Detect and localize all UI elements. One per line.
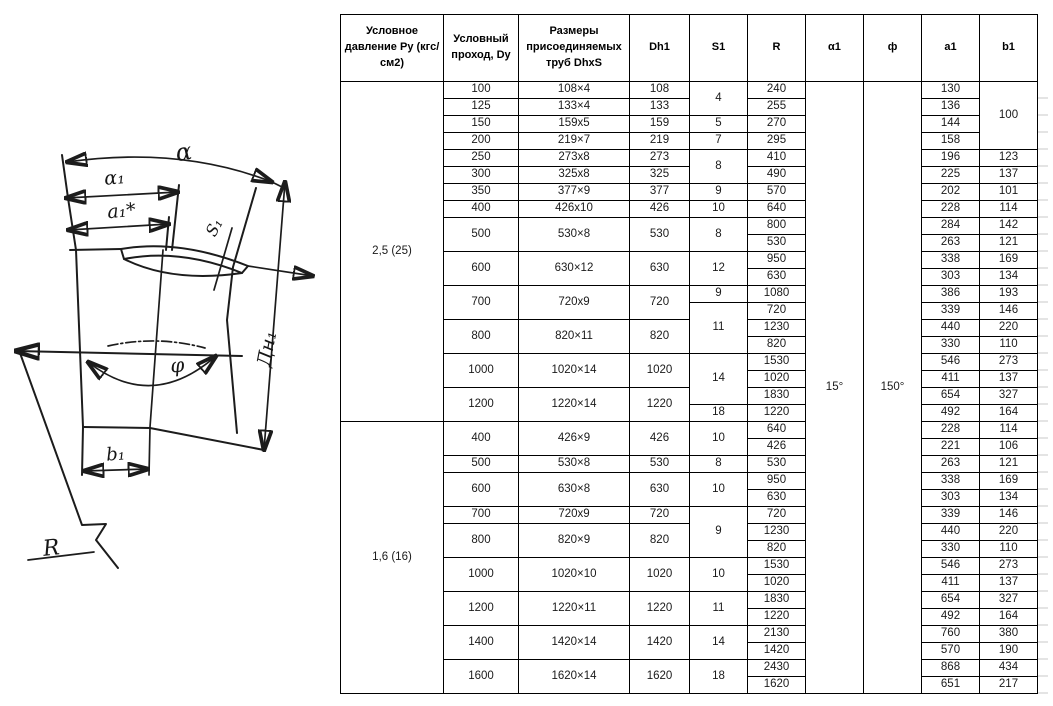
label-alpha: α (173, 136, 195, 168)
cell-s1: 10 (690, 473, 748, 507)
cell-b1: 380 (980, 626, 1038, 643)
cell-r: 270 (748, 116, 806, 133)
cell-dy: 125 (444, 99, 519, 116)
cell-dxs: 108×4 (519, 82, 630, 99)
cell-r: 820 (748, 337, 806, 354)
cell-a1: 263 (922, 456, 980, 473)
cell-s1: 18 (690, 405, 748, 422)
header-r: R (748, 15, 806, 82)
cell-dxs: 530×8 (519, 456, 630, 473)
cell-dy: 150 (444, 116, 519, 133)
cell-s1: 10 (690, 422, 748, 456)
cell-dy: 1000 (444, 354, 519, 388)
cell-dxs: 1020×14 (519, 354, 630, 388)
cell-b1: 101 (980, 184, 1038, 201)
cell-b1: 146 (980, 303, 1038, 320)
cell-r: 950 (748, 473, 806, 490)
cell-dxs: 630×8 (519, 473, 630, 507)
spec-table (340, 14, 1038, 694)
cell-a1: 338 (922, 473, 980, 490)
cell-dxs: 530×8 (519, 218, 630, 252)
cell-r: 1620 (748, 677, 806, 694)
cell-r: 2130 (748, 626, 806, 643)
cell-p: 1,6 (16) (341, 422, 444, 694)
cell-b1: 110 (980, 337, 1038, 354)
table-row (341, 524, 1038, 541)
cell-a1: 196 (922, 150, 980, 167)
cell-dy: 800 (444, 320, 519, 354)
header-s1: S1 (690, 15, 748, 82)
cell-dy: 1600 (444, 660, 519, 694)
cell-dy: 700 (444, 286, 519, 320)
table-row (341, 473, 1038, 490)
cell-s1: 14 (690, 354, 748, 405)
cell-a1: 130 (922, 82, 980, 99)
header-dxs: Размеры присоединяемых труб DhxS (519, 15, 630, 82)
joint-line (16, 351, 242, 356)
label-alpha1: α₁ (103, 166, 126, 190)
cell-b1: 121 (980, 235, 1038, 252)
cell-b1: 190 (980, 643, 1038, 660)
cell-dy: 500 (444, 218, 519, 252)
table-row (341, 133, 1038, 150)
label-phi: φ (169, 352, 186, 378)
cell-dy: 200 (444, 133, 519, 150)
cell-a1: 546 (922, 558, 980, 575)
cell-b1: 137 (980, 371, 1038, 388)
cell-a1: 411 (922, 371, 980, 388)
cell-r: 1080 (748, 286, 806, 303)
cell-dh1: 377 (630, 184, 690, 201)
cell-r: 530 (748, 235, 806, 252)
cell-dxs: 159x5 (519, 116, 630, 133)
b1-dim-line (84, 469, 148, 471)
table-row (341, 592, 1038, 609)
cell-a1: 330 (922, 337, 980, 354)
cell-r: 1530 (748, 558, 806, 575)
cell-r: 950 (748, 252, 806, 269)
pipe-wall-hatched (121, 246, 248, 273)
label-b1: b₁ (105, 443, 126, 466)
cell-s1: 10 (690, 558, 748, 592)
cell-s1: 11 (690, 592, 748, 626)
cell-dxs: 325x8 (519, 167, 630, 184)
cell-b1: 169 (980, 252, 1038, 269)
cell-r: 1020 (748, 575, 806, 592)
table-row (341, 82, 1038, 99)
cell-r: 1220 (748, 609, 806, 626)
cell-r: 1220 (748, 405, 806, 422)
cell-r: 720 (748, 507, 806, 524)
header-dh1: Dh1 (630, 15, 690, 82)
cell-s1: 18 (690, 660, 748, 694)
cell-r: 640 (748, 201, 806, 218)
cell-a1: 651 (922, 677, 980, 694)
header-a1: a1 (922, 15, 980, 82)
cell-dy: 1400 (444, 626, 519, 660)
cell-dh1: 820 (630, 524, 690, 558)
cell-a1: 546 (922, 354, 980, 371)
cell-a1: 228 (922, 201, 980, 218)
pipe-top-line (70, 249, 121, 250)
cell-dh1: 108 (630, 82, 690, 99)
center-line (149, 250, 163, 475)
cell-dxs: 426×9 (519, 422, 630, 456)
cell-dy: 400 (444, 201, 519, 218)
cell-phi: 150° (864, 82, 922, 694)
cell-r: 255 (748, 99, 806, 116)
cell-r: 1530 (748, 354, 806, 371)
cell-a1: 654 (922, 388, 980, 405)
cell-dh1: 426 (630, 201, 690, 218)
cell-a1: 303 (922, 490, 980, 507)
cell-dxs: 820×9 (519, 524, 630, 558)
cell-b1: 100 (980, 82, 1038, 150)
cell-a1: 339 (922, 303, 980, 320)
table-row (341, 150, 1038, 167)
header-a1deg: α1 (806, 15, 864, 82)
cell-b1: 114 (980, 422, 1038, 439)
cell-dxs: 720x9 (519, 286, 630, 320)
cell-dxs: 630×12 (519, 252, 630, 286)
table-row (341, 286, 1038, 303)
cell-b1: 134 (980, 269, 1038, 286)
cell-dy: 500 (444, 456, 519, 473)
cell-s1: 9 (690, 507, 748, 558)
cell-r: 426 (748, 439, 806, 456)
cell-b1: 123 (980, 150, 1038, 167)
cell-r: 630 (748, 490, 806, 507)
alpha1-dim-line (66, 192, 178, 198)
cell-a1: 221 (922, 439, 980, 456)
cell-dh1: 219 (630, 133, 690, 150)
cell-a1: 263 (922, 235, 980, 252)
table-row (341, 354, 1038, 371)
pipe-bend-drawing (0, 60, 340, 680)
label-s1: S₁ (201, 215, 227, 240)
cell-r: 2430 (748, 660, 806, 677)
cell-s1: 11 (690, 303, 748, 354)
table-row (341, 218, 1038, 235)
cell-a1: 303 (922, 269, 980, 286)
cell-dh1: 720 (630, 286, 690, 320)
cell-b1: 114 (980, 201, 1038, 218)
cell-b1: 327 (980, 388, 1038, 405)
cell-dy: 300 (444, 167, 519, 184)
label-a1-star: a₁* (106, 198, 137, 224)
cell-a1: 386 (922, 286, 980, 303)
cell-a1: 158 (922, 133, 980, 150)
table-row (341, 201, 1038, 218)
cell-dh1: 1220 (630, 388, 690, 422)
cell-s1: 5 (690, 116, 748, 133)
r-leader-line (28, 552, 94, 560)
cell-a1: 570 (922, 643, 980, 660)
cell-dxs: 1620×14 (519, 660, 630, 694)
table-row (341, 99, 1038, 116)
r-radius-line (20, 353, 118, 568)
table-row (341, 456, 1038, 473)
cell-a1: 411 (922, 575, 980, 592)
cell-s1: 8 (690, 456, 748, 473)
cell-dy: 1000 (444, 558, 519, 592)
cell-s1: 9 (690, 286, 748, 303)
cell-b1: 110 (980, 541, 1038, 558)
cell-b1: 164 (980, 609, 1038, 626)
cell-b1: 121 (980, 456, 1038, 473)
cell-dh1: 159 (630, 116, 690, 133)
cell-dxs: 820×11 (519, 320, 630, 354)
cell-a1: 228 (922, 422, 980, 439)
table-row (341, 116, 1038, 133)
table-row (341, 167, 1038, 184)
cell-a1: 284 (922, 218, 980, 235)
cell-dxs: 133×4 (519, 99, 630, 116)
table-row (341, 184, 1038, 201)
header-dy: Условный проход, Dy (444, 15, 519, 82)
cell-b1: 106 (980, 439, 1038, 456)
table-row (341, 558, 1038, 575)
cell-a1: 654 (922, 592, 980, 609)
sector-bottom-line (83, 427, 150, 428)
cell-dy: 600 (444, 252, 519, 286)
table-row (341, 626, 1038, 643)
cell-dh1: 820 (630, 320, 690, 354)
cell-dh1: 325 (630, 167, 690, 184)
a1-dim-line (68, 224, 169, 230)
cell-b1: 327 (980, 592, 1038, 609)
cell-dh1: 530 (630, 456, 690, 473)
cell-dxs: 1220×14 (519, 388, 630, 422)
header-row (341, 15, 1038, 82)
cell-a1: 338 (922, 252, 980, 269)
alpha1-ext-tick (172, 185, 179, 250)
cell-a1: 144 (922, 116, 980, 133)
cell-a1: 202 (922, 184, 980, 201)
cell-dy: 700 (444, 507, 519, 524)
cell-r: 1420 (748, 643, 806, 660)
cell-dh1: 630 (630, 252, 690, 286)
cell-dh1: 1620 (630, 660, 690, 694)
cell-dh1: 133 (630, 99, 690, 116)
cell-dxs: 426x10 (519, 201, 630, 218)
cell-b1: 193 (980, 286, 1038, 303)
cell-r: 530 (748, 456, 806, 473)
cell-r: 570 (748, 184, 806, 201)
cell-r: 1230 (748, 320, 806, 337)
cell-r: 720 (748, 303, 806, 320)
cell-dh1: 1020 (630, 354, 690, 388)
cell-a1: 760 (922, 626, 980, 643)
cell-dy: 250 (444, 150, 519, 167)
cell-a1: 225 (922, 167, 980, 184)
left-edge-line (62, 155, 83, 475)
cell-r: 1020 (748, 371, 806, 388)
cell-r: 490 (748, 167, 806, 184)
cell-dy: 1200 (444, 388, 519, 422)
cell-dxs: 219×7 (519, 133, 630, 150)
cell-a1: 492 (922, 405, 980, 422)
cell-r: 1230 (748, 524, 806, 541)
table-row (341, 507, 1038, 524)
cell-dxs: 1420×14 (519, 626, 630, 660)
dn1-dim-line (264, 182, 285, 450)
right-edge-line (227, 188, 256, 433)
cell-p: 2,5 (25) (341, 82, 444, 422)
cell-a1deg: 15° (806, 82, 864, 694)
cell-b1: 217 (980, 677, 1038, 694)
cell-b1: 164 (980, 405, 1038, 422)
cell-r: 640 (748, 422, 806, 439)
cell-dxs: 273x8 (519, 150, 630, 167)
table-row (341, 320, 1038, 337)
a1-ext-tick (166, 217, 169, 250)
cell-dh1: 1020 (630, 558, 690, 592)
wall-ext-line (248, 266, 313, 276)
cell-b1: 273 (980, 354, 1038, 371)
cell-a1: 492 (922, 609, 980, 626)
cell-r: 800 (748, 218, 806, 235)
cell-b1: 220 (980, 524, 1038, 541)
cell-r: 295 (748, 133, 806, 150)
cell-dy: 600 (444, 473, 519, 507)
cell-dh1: 1220 (630, 592, 690, 626)
cell-b1: 134 (980, 490, 1038, 507)
cell-dh1: 1420 (630, 626, 690, 660)
table-row (341, 660, 1038, 677)
spreadsheet-gridline-ticks (1038, 82, 1048, 694)
cell-a1: 440 (922, 320, 980, 337)
cell-dxs: 1020×10 (519, 558, 630, 592)
cell-b1: 137 (980, 167, 1038, 184)
bottom-right-ext (150, 428, 264, 450)
phi-dim-arc (88, 356, 216, 386)
header-p: Условное давление Ру (кгс/см2) (341, 15, 444, 82)
cell-dh1: 720 (630, 507, 690, 524)
cell-s1: 9 (690, 184, 748, 201)
cell-b1: 169 (980, 473, 1038, 490)
cell-dh1: 530 (630, 218, 690, 252)
cell-s1: 10 (690, 201, 748, 218)
cell-a1: 868 (922, 660, 980, 677)
cell-s1: 14 (690, 626, 748, 660)
cell-a1: 440 (922, 524, 980, 541)
cell-a1: 339 (922, 507, 980, 524)
header-phi: ф (864, 15, 922, 82)
header-b1: b1 (980, 15, 1038, 82)
cell-a1: 330 (922, 541, 980, 558)
cell-r: 820 (748, 541, 806, 558)
cell-s1: 12 (690, 252, 748, 286)
cell-b1: 434 (980, 660, 1038, 677)
cell-b1: 137 (980, 575, 1038, 592)
cell-s1: 8 (690, 150, 748, 184)
cell-dy: 800 (444, 524, 519, 558)
label-dn1: Дн₁ (252, 329, 282, 369)
table-row (341, 388, 1038, 405)
cell-r: 240 (748, 82, 806, 99)
cell-b1: 273 (980, 558, 1038, 575)
cell-s1: 8 (690, 218, 748, 252)
cell-dy: 1200 (444, 592, 519, 626)
cell-dh1: 273 (630, 150, 690, 167)
cell-s1: 4 (690, 82, 748, 116)
cell-b1: 142 (980, 218, 1038, 235)
cell-dh1: 630 (630, 473, 690, 507)
cell-dxs: 720x9 (519, 507, 630, 524)
cell-dh1: 426 (630, 422, 690, 456)
cell-dxs: 377×9 (519, 184, 630, 201)
table-row (341, 422, 1038, 439)
cell-b1: 146 (980, 507, 1038, 524)
cell-dy: 350 (444, 184, 519, 201)
cell-s1: 7 (690, 133, 748, 150)
cell-r: 1830 (748, 388, 806, 405)
table-row (341, 252, 1038, 269)
cell-b1: 220 (980, 320, 1038, 337)
cell-dxs: 1220×11 (519, 592, 630, 626)
cell-r: 410 (748, 150, 806, 167)
alpha-dim-arc (67, 157, 272, 182)
cell-dy: 400 (444, 422, 519, 456)
cell-r: 630 (748, 269, 806, 286)
cell-a1: 136 (922, 99, 980, 116)
cell-r: 1830 (748, 592, 806, 609)
cell-dy: 100 (444, 82, 519, 99)
label-r: R (41, 535, 61, 562)
